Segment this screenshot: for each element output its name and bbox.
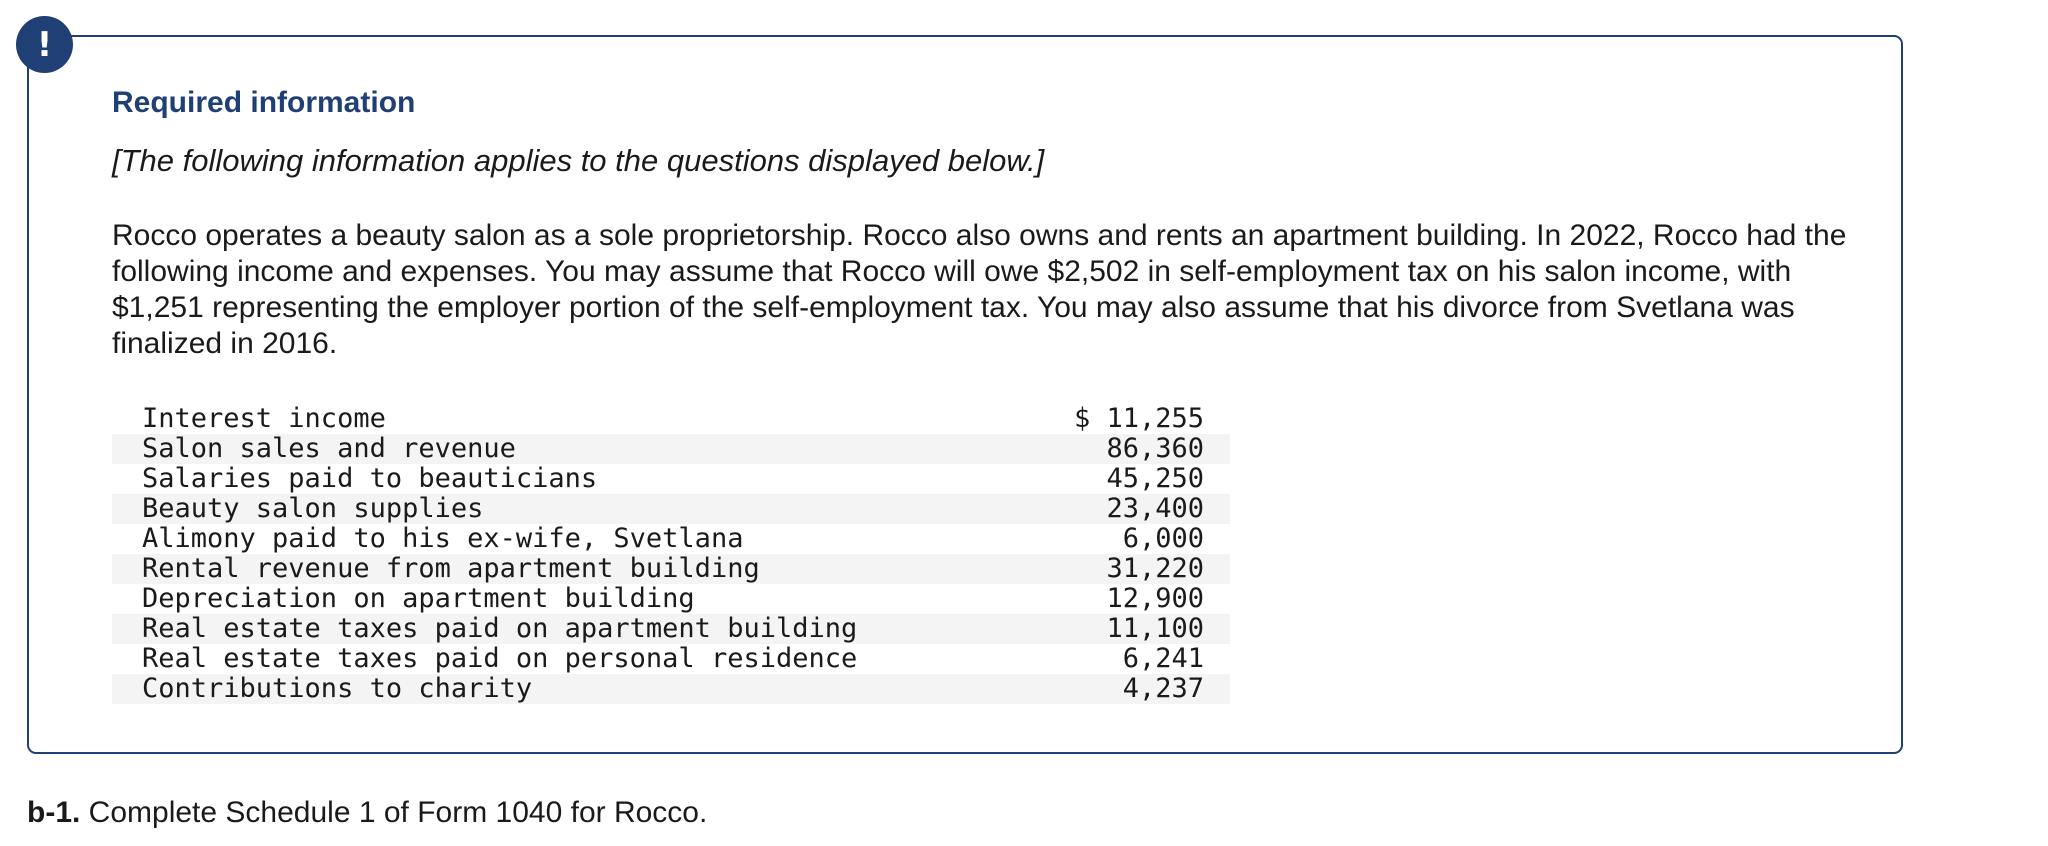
row-label: Real estate taxes paid on personal residence: [142, 643, 858, 674]
table-row: [112, 644, 1230, 674]
row-label: Real estate taxes paid on apartment building: [112, 614, 1036, 644]
row-label: Interest income: [142, 403, 386, 434]
question-number: b-1.: [27, 796, 81, 829]
row-amount: 11,100: [1036, 614, 1230, 644]
scenario-paragraph: Rocco operates a beauty salon as a sole proprietorship. Rocco also owns and rents an apartment building. In 2022, Rocco had the following income and expenses. You may assume that Rocco will owe $2,502 in self-employment tax on his salon income, with $1,251 representing the employer portion of the self-employment tax. You may also assume that his divorce from Svetlana was finalized in 2016.: [112, 219, 1847, 360]
row-amount: 6,241: [1122, 643, 1204, 674]
row-label: Beauty salon supplies: [112, 494, 1036, 524]
row-amount: 86,360: [1036, 434, 1230, 464]
table-row: [112, 404, 1230, 434]
required-information-title: Required information: [112, 86, 416, 119]
row-label: Alimony paid to his ex-wife, Svetlana: [142, 523, 744, 554]
table-row: [112, 554, 1230, 584]
question-prompt: [27, 796, 707, 830]
table-row: [112, 524, 1230, 554]
row-amount: 31,220: [1036, 554, 1230, 584]
exclamation-icon: !: [16, 16, 73, 73]
table-row: [112, 464, 1230, 494]
row-amount: 23,400: [1036, 494, 1230, 524]
question-text: Complete Schedule 1 of Form 1040 for Rocco.: [80, 796, 708, 829]
row-amount: 4,237: [1036, 674, 1230, 704]
row-label: Depreciation on apartment building: [142, 583, 695, 614]
table-row: [112, 494, 1230, 524]
row-label: Salon sales and revenue: [112, 434, 1036, 464]
row-amount: 45,250: [1106, 463, 1204, 494]
row-label: Salaries paid to beauticians: [142, 463, 598, 494]
applies-note: [The following information applies to the questions displayed below.]: [112, 143, 1045, 178]
table-row: [112, 584, 1230, 614]
income-expense-table: [112, 404, 1230, 704]
table-row: [112, 434, 1230, 464]
row-amount: $ 11,255: [1073, 403, 1204, 434]
row-amount: 12,900: [1106, 583, 1204, 614]
table-row: [112, 674, 1230, 704]
table-row: [112, 614, 1230, 644]
row-label: Rental revenue from apartment building: [112, 554, 1036, 584]
row-label: Contributions to charity: [112, 674, 1036, 704]
row-amount: 6,000: [1122, 523, 1204, 554]
